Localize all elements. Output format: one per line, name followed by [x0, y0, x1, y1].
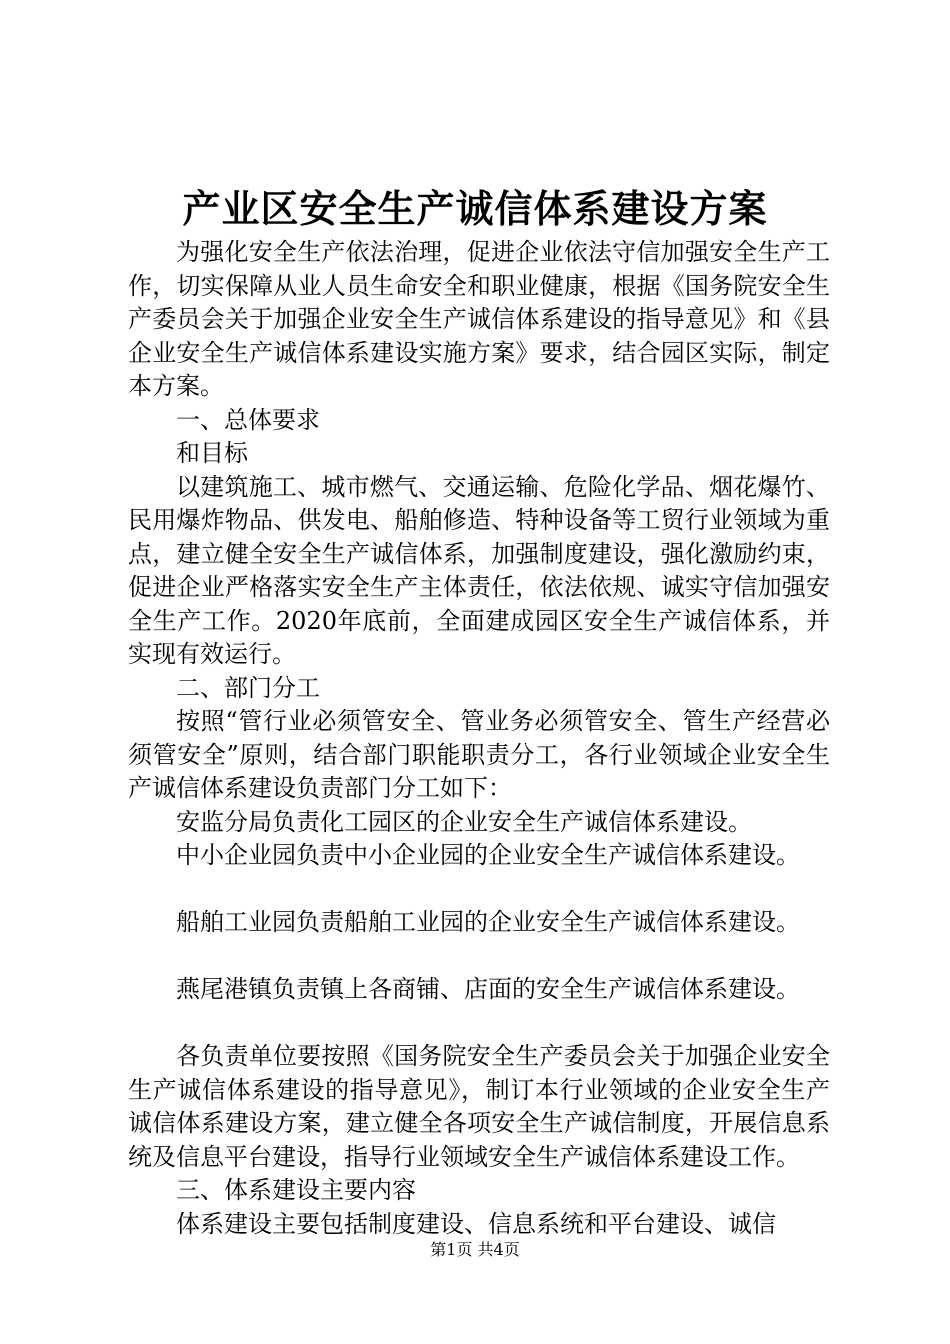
document-title: 产业区安全生产诚信体系建设方案: [182, 186, 768, 231]
paragraph-safety-bureau: 安监分局负责化工园区的企业安全生产诚信体系建设。: [176, 807, 752, 836]
heading-department-division: 二、部门分工: [176, 673, 320, 702]
paragraph-goals: 以建筑施工、城市燃气、交通运输、危险化学品、烟花爆竹、民用爆炸物品、供发电、船舶修造、特种设备等工贸行业领域为重点，建立健全安全生产诚信体系，加强制度建设，强化激励约束，促进企业严格落实安全生产主体责任，依法依规、诚实守信加强安全生产工作。2020年底前，全面建成园区安全生产诚信体系，并实现有效运行。: [128, 472, 830, 668]
paragraph-division-principle: 按照“管行业必须管安全、管业务必须管安全、管生产经营必须管安全”原则，结合部门职能职责分工，各行业领域企业安全生产诚信体系建设负责部门分工如下：: [128, 707, 830, 802]
paragraph-intro: 为强化安全生产依法治理，促进企业依法守信加强安全生产工作，切实保障从业人员生命安全和职业健康，根据《国务院安全生产委员会关于加强企业安全生产诚信体系建设的指导意见》和《县企业安全生产诚信体系建设实施方案》要求，结合园区实际，制定本方案。: [128, 238, 830, 400]
page-number-footer: 第1页 共4页: [430, 1240, 520, 1259]
paragraph-sme-park: 中小企业园负责中小企业园的企业安全生产诚信体系建设。: [176, 841, 800, 869]
document-body: [128, 236, 830, 1241]
heading-main-content: 三、体系建设主要内容: [176, 1176, 416, 1204]
heading-goals: 和目标: [176, 439, 248, 467]
paragraph-shipbuilding-park: 船舶工业园负责船舶工业园的企业安全生产诚信体系建设。: [176, 908, 800, 936]
paragraph-yanweigang-town: 燕尾港镇负责镇上各商铺、店面的安全生产诚信体系建设。: [176, 975, 800, 1003]
paragraph-responsible-units: 各负责单位要按照《国务院安全生产委员会关于加强企业安全生产诚信体系建设的指导意见》，制订本行业领域的企业安全生产诚信体系建设方案，建立健全各项安全生产诚信制度，开展信息系统及信息平台建设，指导行业领域安全生产诚信体系建设工作。: [128, 1042, 830, 1171]
paragraph-main-content: 体系建设主要包括制度建设、信息系统和平台建设、诚信: [176, 1209, 776, 1238]
heading-general-requirements: 一、总体要求: [176, 405, 320, 434]
